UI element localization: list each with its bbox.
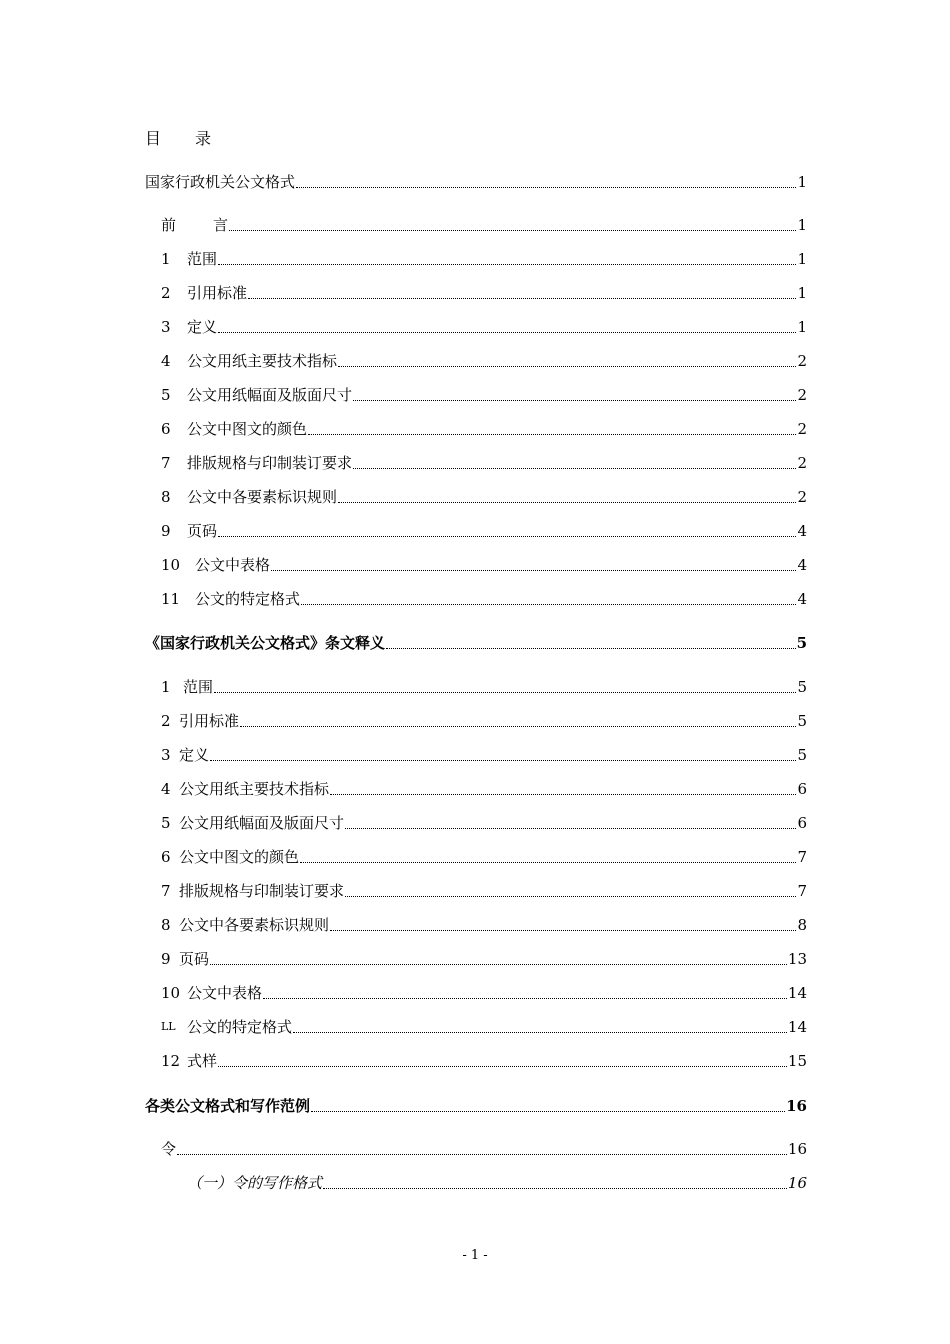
toc-entry[interactable]: 5 公文用纸幅面及版面尺寸 6 (161, 814, 807, 832)
toc-title-right: 录 (195, 129, 212, 148)
toc-entry[interactable]: 12 式样 15 (161, 1052, 807, 1070)
toc-entry[interactable]: 5 公文用纸幅面及版面尺寸 2 (161, 386, 807, 404)
toc-entry[interactable]: 7 排版规格与印制装订要求 7 (161, 882, 807, 900)
toc-entry[interactable]: 9 页码 13 (161, 950, 807, 968)
toc-entry[interactable]: 10 公文中表格 14 (161, 984, 807, 1002)
toc-entry[interactable]: 8 公文中各要素标识规则 8 (161, 916, 807, 934)
toc-entry[interactable]: 1 范围 5 (161, 678, 807, 696)
toc-entry[interactable]: 7 排版规格与印制装订要求 2 (161, 454, 807, 472)
toc-entry[interactable]: 3 定义 5 (161, 746, 807, 764)
toc-entry[interactable]: 10 公文中表格 4 (161, 556, 807, 574)
toc-entry[interactable]: 4 公文用纸主要技术指标 6 (161, 780, 807, 798)
toc-entry[interactable]: 2 引用标准 1 (161, 284, 807, 302)
toc-entry[interactable]: 前 言 1 (161, 216, 807, 234)
toc-entry[interactable]: （一）令的写作格式 16 (187, 1174, 807, 1192)
toc-entry[interactable]: 国家行政机关公文格式 1 (145, 173, 807, 191)
toc-entry[interactable]: 1 范围 1 (161, 250, 807, 268)
toc-entry[interactable]: 令 16 (161, 1140, 807, 1158)
toc-entry[interactable]: 各类公文格式和写作范例 16 (145, 1097, 807, 1115)
toc-title (145, 126, 211, 149)
toc-entry[interactable]: 2 引用标准 5 (161, 712, 807, 730)
toc-entry[interactable]: 4 公文用纸主要技术指标 2 (161, 352, 807, 370)
toc-entry[interactable]: 11 公文的特定格式 4 (161, 590, 807, 608)
toc-title-left: 目 (145, 129, 162, 148)
toc-entry[interactable]: 8 公文中各要素标识规则 2 (161, 488, 807, 506)
toc-entry[interactable]: LL 公文的特定格式 14 (161, 1018, 807, 1036)
toc-entry[interactable]: 6 公文中图文的颜色 2 (161, 420, 807, 438)
toc-entry[interactable]: 9 页码 4 (161, 522, 807, 540)
toc-entry[interactable]: 3 定义 1 (161, 318, 807, 336)
page-number: - 1 - (462, 1248, 488, 1263)
toc-entry[interactable]: 《国家行政机关公文格式》条文释义 5 (145, 634, 807, 652)
toc-entry[interactable]: 6 公文中图文的颜色 7 (161, 848, 807, 866)
